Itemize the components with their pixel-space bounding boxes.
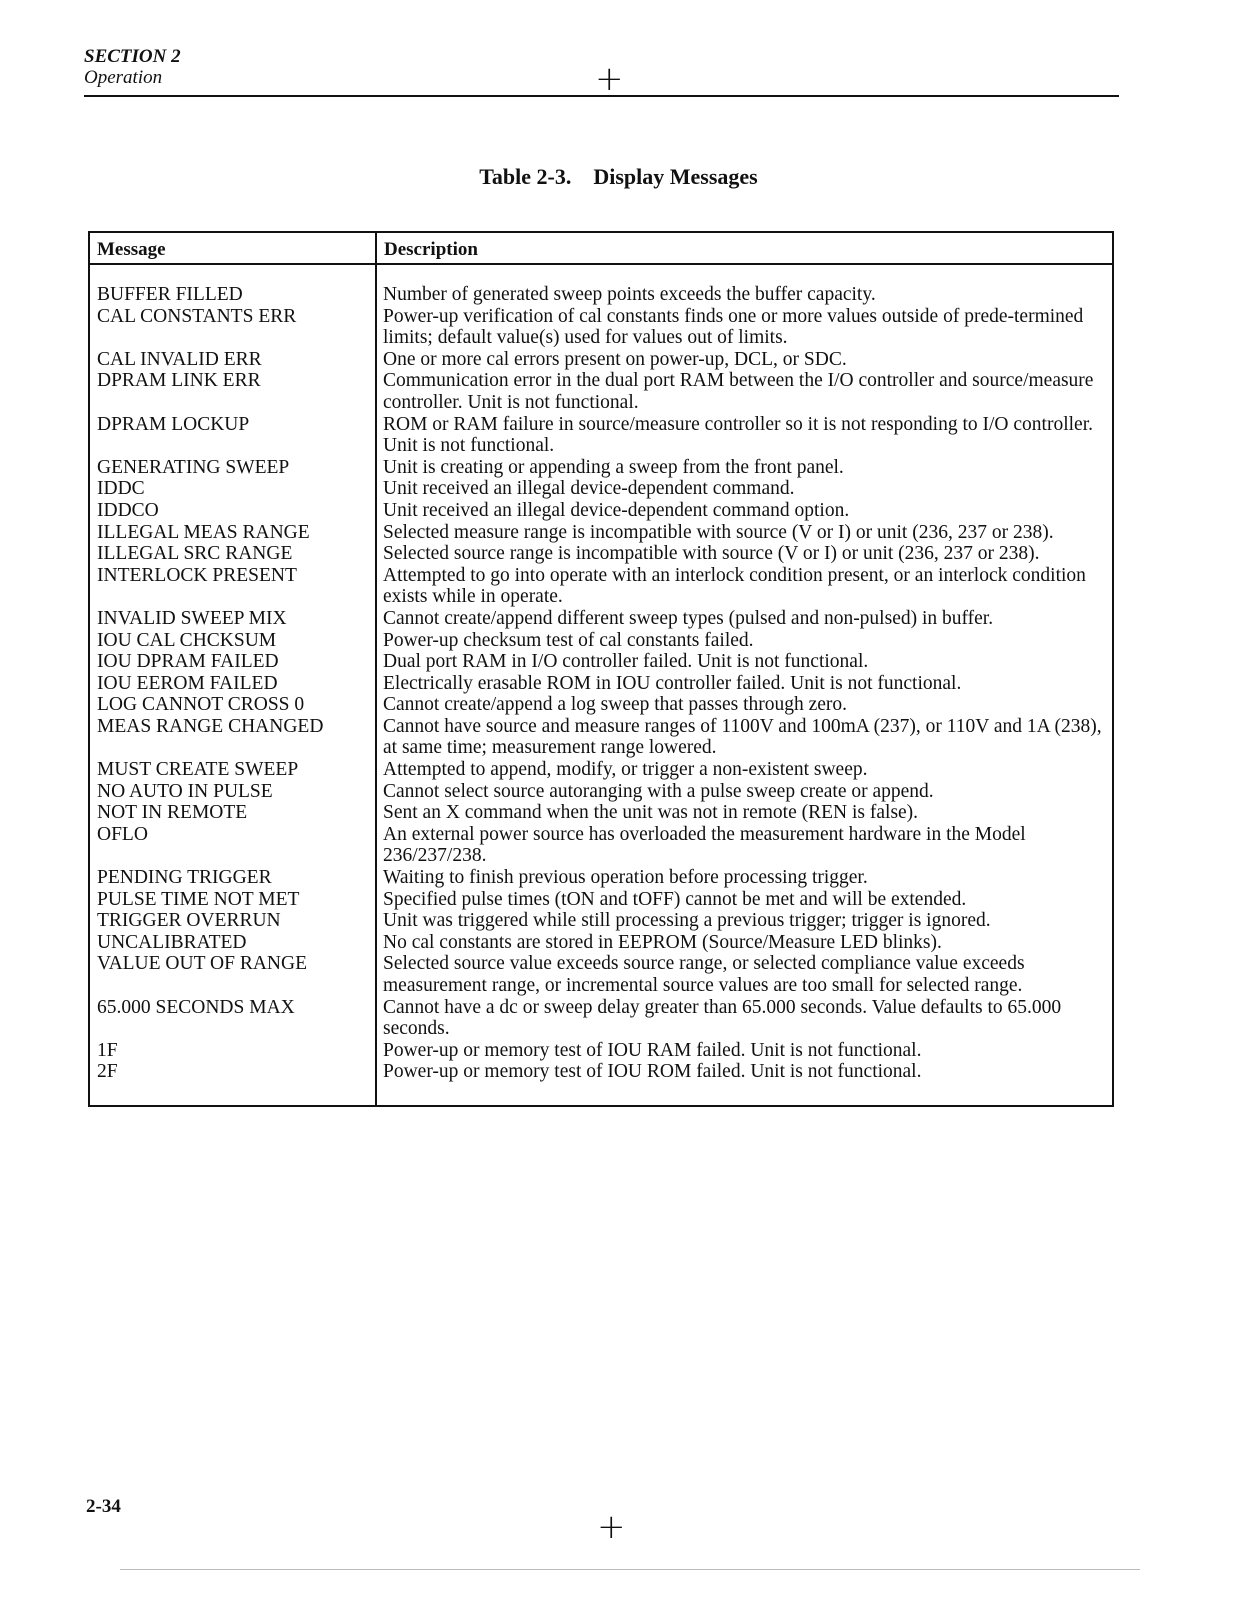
table-row <box>90 370 1112 413</box>
description-cell: Unit received an illegal device-dependent command. <box>383 478 795 500</box>
column-header-message: Message <box>97 239 166 260</box>
section-header <box>84 46 181 88</box>
display-messages-table <box>88 231 1114 1107</box>
description-cell: Power-up checksum test of cal constants failed. <box>383 629 754 651</box>
message-cell: IOU CAL CHCKSUM <box>97 629 277 651</box>
table-row <box>90 781 1112 803</box>
table-row <box>90 651 1112 673</box>
table-row <box>90 543 1112 565</box>
table-row <box>90 478 1112 500</box>
message-cell: GENERATING SWEEP <box>97 456 290 478</box>
section-number: SECTION 2 <box>84 46 181 67</box>
message-cell: LOG CANNOT CROSS 0 <box>97 694 305 716</box>
message-cell: NOT IN REMOTE <box>97 802 248 824</box>
table-row <box>90 997 1112 1040</box>
message-cell: MEAS RANGE CHANGED <box>97 715 324 737</box>
description-cell: Selected source range is incompatible with source (V or I) or unit (236, 237 or 238). <box>383 543 1040 565</box>
table-row <box>90 953 1112 996</box>
table-row <box>90 630 1112 652</box>
table-row <box>90 932 1112 954</box>
description-cell: ROM or RAM failure in source/measure controller so it is not responding to I/O controller. Unit is not functional. <box>383 413 1093 457</box>
table-row <box>90 349 1112 371</box>
description-cell: Sent an X command when the unit was not in remote (REN is false). <box>383 802 919 824</box>
description-cell: One or more cal errors present on power-up, DCL, or SDC. <box>383 348 847 370</box>
description-cell: Dual port RAM in I/O controller failed. Unit is not functional. <box>383 651 869 673</box>
message-cell: IOU DPRAM FAILED <box>97 651 279 673</box>
message-cell: PULSE TIME NOT MET <box>97 888 300 910</box>
message-cell: ILLEGAL MEAS RANGE <box>97 521 310 543</box>
message-cell: INTERLOCK PRESENT <box>97 564 297 586</box>
registration-mark-bottom: + <box>597 1507 626 1547</box>
message-cell: VALUE OUT OF RANGE <box>97 953 307 975</box>
table-row <box>90 414 1112 457</box>
table-row <box>90 565 1112 608</box>
table-row <box>90 759 1112 781</box>
message-cell: PENDING TRIGGER <box>97 867 272 889</box>
message-cell: 1F <box>97 1039 118 1061</box>
description-cell: Cannot create/append a log sweep that passes through zero. <box>383 694 848 716</box>
message-cell: IOU EEROM FAILED <box>97 672 278 694</box>
message-cell: ILLEGAL SRC RANGE <box>97 543 293 565</box>
message-cell: UNCALIBRATED <box>97 931 247 953</box>
table-row <box>90 457 1112 479</box>
table-row <box>90 522 1112 544</box>
description-cell: Selected source value exceeds source range, or selected compliance value exceeds measurement range, or incremental source values are too small for selected range. <box>383 953 1025 996</box>
table-row <box>90 306 1112 349</box>
table-row <box>90 284 1112 306</box>
page-number: 2-34 <box>86 1496 121 1517</box>
description-cell: Selected measure range is incompatible with source (V or I) or unit (236, 237 or 238). <box>383 521 1054 543</box>
message-cell: INVALID SWEEP MIX <box>97 607 287 629</box>
description-cell: Power-up verification of cal constants finds one or more values outside of prede-termined limits; default value(s) used for values out of limits. <box>383 305 1084 349</box>
description-cell: Electrically erasable ROM in IOU controller failed. Unit is not functional. <box>383 672 962 694</box>
message-cell: TRIGGER OVERRUN <box>97 910 281 932</box>
table-body <box>90 284 1112 1083</box>
description-cell: An external power source has overloaded the measurement hardware in the Model 236/237/238. <box>383 823 1026 867</box>
footer-rule <box>120 1569 1140 1570</box>
description-cell: Cannot have source and measure ranges of 1100V and 100mA (237), or 110V and 1A (238), at same time; measurement range lowered. <box>383 715 1102 759</box>
message-cell: 65.000 SECONDS MAX <box>97 996 295 1018</box>
column-header-description: Description <box>384 239 478 260</box>
table-row <box>90 824 1112 867</box>
section-subtitle: Operation <box>84 67 163 88</box>
description-cell: Communication error in the dual port RAM between the I/O controller and source/measure controller. Unit is not functional. <box>383 370 1094 413</box>
description-cell: Power-up or memory test of IOU ROM failed. Unit is not functional. <box>383 1061 922 1083</box>
description-cell: Unit was triggered while still processing a previous trigger; trigger is ignored. <box>383 910 991 932</box>
message-cell: MUST CREATE SWEEP <box>97 759 299 781</box>
header-rule <box>84 95 1119 97</box>
description-cell: No cal constants are stored in EEPROM (Source/Measure LED blinks). <box>383 931 942 953</box>
message-cell: IDDC <box>97 478 145 500</box>
description-cell: Unit received an illegal device-dependent command option. <box>383 499 850 521</box>
table-row <box>90 694 1112 716</box>
table-row <box>90 802 1112 824</box>
description-cell: Attempted to go into operate with an interlock condition present, or an interlock condition exists while in operate. <box>383 564 1086 608</box>
table-row <box>90 1061 1112 1083</box>
table-row <box>90 1040 1112 1062</box>
message-cell: DPRAM LINK ERR <box>97 370 261 392</box>
description-cell: Number of generated sweep points exceeds the buffer capacity. <box>383 284 876 305</box>
description-cell: Cannot select source autoranging with a pulse sweep create or append. <box>383 780 934 802</box>
message-cell: 2F <box>97 1061 118 1083</box>
description-cell: Cannot create/append different sweep types (pulsed and non-pulsed) in buffer. <box>383 607 994 629</box>
table-title <box>0 164 1237 190</box>
description-cell: Cannot have a dc or sweep delay greater than 65.000 seconds. Value defaults to 65.000 seconds. <box>383 996 1062 1040</box>
message-cell: BUFFER FILLED <box>97 284 243 305</box>
description-cell: Attempted to append, modify, or trigger a non-existent sweep. <box>383 759 868 781</box>
message-cell: OFLO <box>97 823 148 845</box>
table-row <box>90 673 1112 695</box>
table-title-number: Table 2-3. <box>479 164 572 189</box>
table-row <box>90 910 1112 932</box>
table-title-text: Display Messages <box>593 164 758 189</box>
description-cell: Waiting to finish previous operation before processing trigger. <box>383 867 868 889</box>
message-cell: IDDCO <box>97 499 159 521</box>
description-cell: Specified pulse times (tON and tOFF) cannot be met and will be extended. <box>383 888 967 910</box>
table-row <box>90 608 1112 630</box>
description-cell: Power-up or memory test of IOU RAM failed. Unit is not functional. <box>383 1039 922 1061</box>
message-cell: CAL CONSTANTS ERR <box>97 305 297 327</box>
table-row <box>90 867 1112 889</box>
message-cell: DPRAM LOCKUP <box>97 413 250 435</box>
header-row-rule <box>90 263 1112 265</box>
registration-mark-top: + <box>595 59 624 99</box>
message-cell: NO AUTO IN PULSE <box>97 780 273 802</box>
table-row <box>90 889 1112 911</box>
description-cell: Unit is creating or appending a sweep from the front panel. <box>383 456 844 478</box>
table-row <box>90 500 1112 522</box>
table-row <box>90 716 1112 759</box>
message-cell: CAL INVALID ERR <box>97 348 262 370</box>
